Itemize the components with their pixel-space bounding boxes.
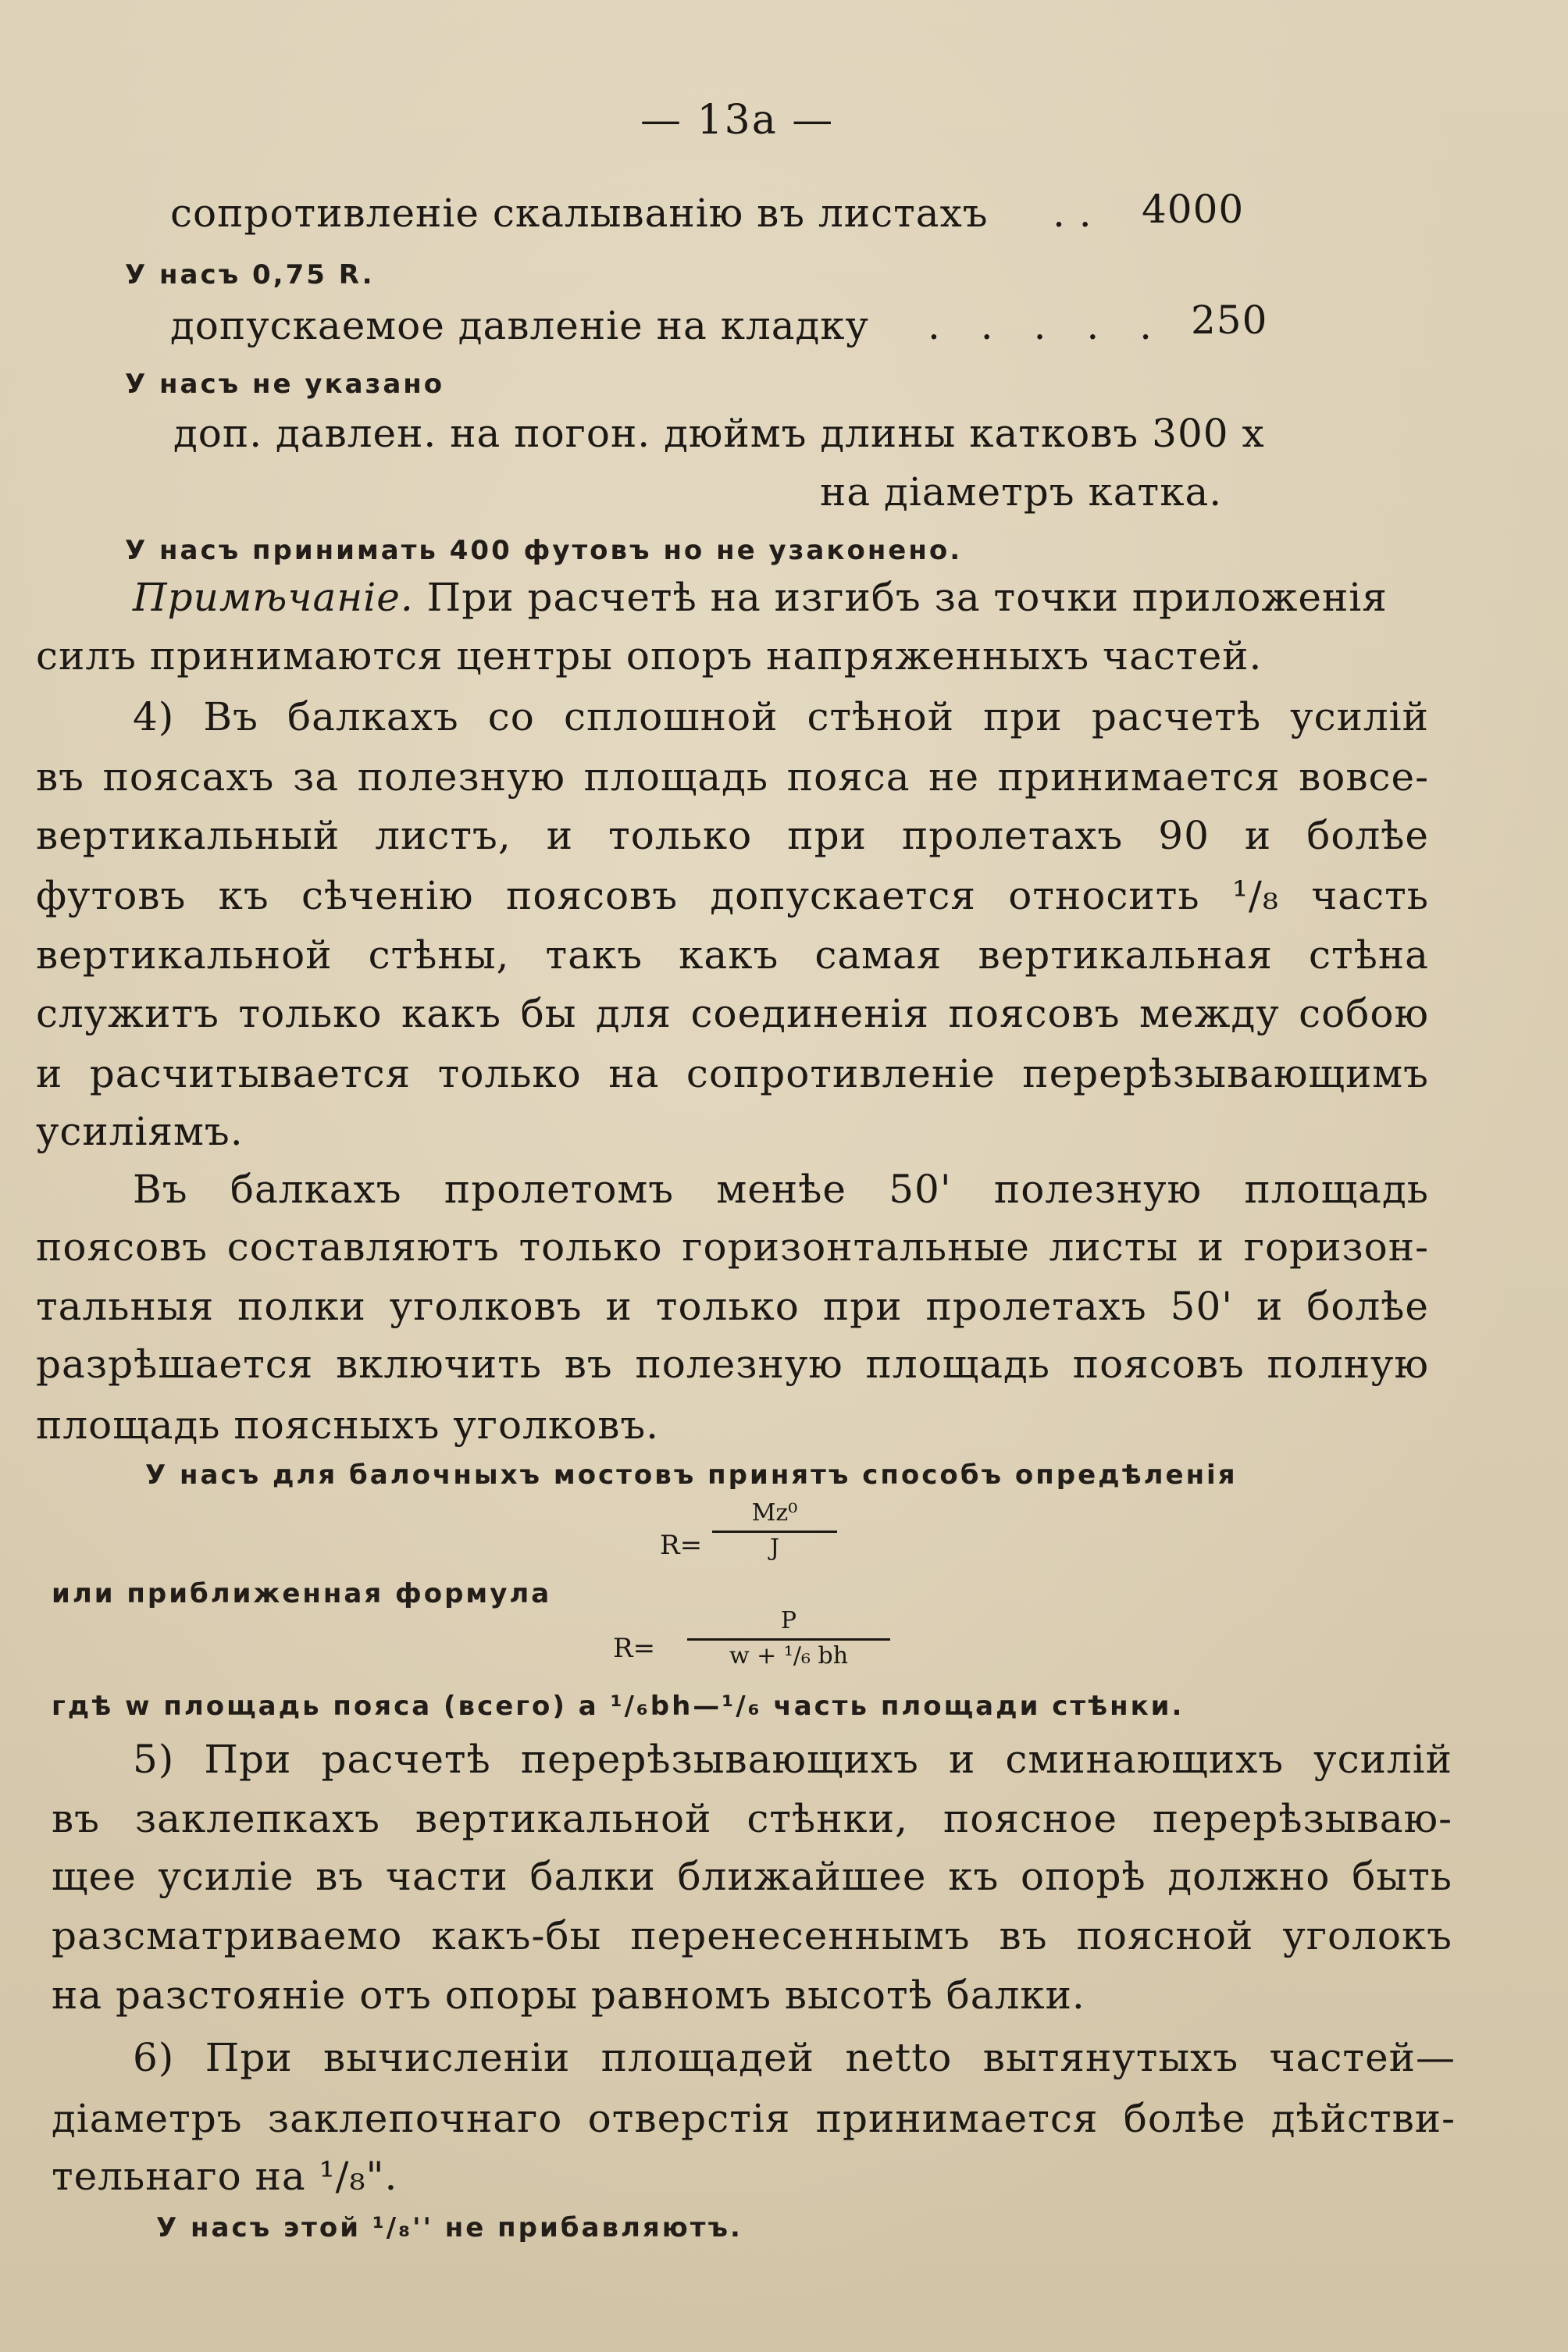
remark-text-1: При расчетѣ на изгибъ за точки приложенія	[426, 575, 1388, 620]
strength-line-masonry-dots: . . . . .	[928, 303, 1167, 348]
strength-line-shear: сопротивленіе скалыванію въ листахъ	[170, 191, 989, 236]
para4-line-1: 4) Въ балкахъ со сплошной стѣной при расчетѣ усилій	[133, 694, 1429, 739]
formula-2-bar	[687, 1638, 890, 1641]
note-formula-or: или приближенная формула	[52, 1578, 552, 1609]
para4-line-8: усиліямъ.	[36, 1109, 244, 1154]
note-rollers: У насъ принимать 400 футовъ но не узаконено.	[125, 535, 963, 566]
strength-line-shear-value: 4000	[1142, 187, 1245, 232]
note-formula-where: гдѣ w площадь пояса (всего) а ¹/₆bh—¹/₆ часть площади стѣнки.	[52, 1691, 1185, 1722]
page-number: — 13а —	[640, 97, 835, 144]
para4b-line-4: разрѣшается включить въ полезную площадь поясовъ полную	[36, 1342, 1429, 1387]
para4b-line-3: тальныя полки уголковъ и только при пролетахъ 50' и болѣе	[36, 1284, 1429, 1329]
strength-line-rollers: доп. давлен. на погон. дюймъ длины катковъ 300 х	[173, 411, 1265, 456]
remark-line-2: силъ принимаются центры опоръ напряженныхъ частей.	[36, 633, 1263, 679]
para4-line-3: вертикальный листъ, и только при пролетахъ 90 и болѣе	[36, 813, 1429, 858]
para5-line-3: щее усиліе въ части балки ближайшее къ опорѣ должно быть	[52, 1854, 1452, 1899]
formula-1-lhs: R=	[660, 1530, 703, 1561]
note-formula-intro: У насъ для балочныхъ мостовъ принятъ способъ опредѣленія	[145, 1459, 1238, 1491]
remark-label: Примѣчаніе.	[133, 575, 414, 620]
para5-line-1: 5) При расчетѣ перерѣзывающихъ и сминающихъ усилій	[133, 1737, 1452, 1782]
formula-1-denominator: J	[769, 1534, 780, 1562]
strength-line-shear-dots: . .	[1053, 191, 1092, 236]
para4-line-2: въ поясахъ за полезную площадь пояса не принимается вовсе-	[36, 754, 1429, 800]
para4b-line-5: площадь поясныхъ уголковъ.	[36, 1402, 660, 1448]
formula-1-numerator: Mz⁰	[751, 1499, 798, 1527]
formula-2-fraction	[687, 1609, 890, 1668]
strength-line-masonry: допускаемое давленіе на кладку	[170, 303, 869, 348]
remark-line-1	[133, 575, 1388, 620]
para4-line-5: вертикальной стѣны, такъ какъ самая вертикальная стѣна	[36, 932, 1429, 978]
note-para6: У насъ этой ¹/₈'' не прибавляютъ.	[156, 2212, 743, 2243]
para5-line-5: на разстояніе отъ опоры равномъ высотѣ балки.	[52, 1972, 1085, 2018]
para5-line-2: въ заклепкахъ вертикальной стѣнки, поясное перерѣзываю-	[52, 1796, 1452, 1841]
formula-1-fraction	[712, 1501, 837, 1560]
para4-line-7: и расчитывается только на сопротивленіе перерѣзывающимъ	[36, 1051, 1429, 1096]
formula-1-bar	[712, 1531, 837, 1533]
note-shear: У насъ 0,75 R.	[125, 259, 375, 290]
para6-line-2: діаметръ заклепочнаго отверстія принимается болѣе дѣйстви-	[52, 2096, 1456, 2141]
para4b-line-1: Въ балкахъ пролетомъ менѣе 50' полезную площадь	[133, 1167, 1429, 1212]
strength-line-masonry-value: 250	[1191, 298, 1268, 343]
note-masonry: У насъ не указано	[125, 369, 445, 400]
para6-line-3: тельнаго на ¹/₈".	[52, 2154, 398, 2199]
para6-line-1: 6) При вычисленіи площадей netto вытянутыхъ частей—	[133, 2035, 1456, 2080]
para5-line-4: разсматриваемо какъ-бы перенесеннымъ въ поясной уголокъ	[52, 1913, 1452, 1958]
formula-2-denominator: w + ¹/₆ bh	[729, 1641, 849, 1670]
para4-line-6: служитъ только какъ бы для соединенія поясовъ между собою	[36, 991, 1429, 1036]
para4-line-4: футовъ къ сѣченію поясовъ допускается относить ¹/₈ часть	[36, 873, 1429, 918]
formula-2-numerator: P	[780, 1607, 797, 1634]
para4b-line-2: поясовъ составляютъ только горизонтальные листы и горизон-	[36, 1224, 1429, 1270]
strength-line-rollers-cont: на діаметръ катка.	[820, 469, 1223, 515]
formula-2-lhs: R=	[613, 1633, 656, 1664]
